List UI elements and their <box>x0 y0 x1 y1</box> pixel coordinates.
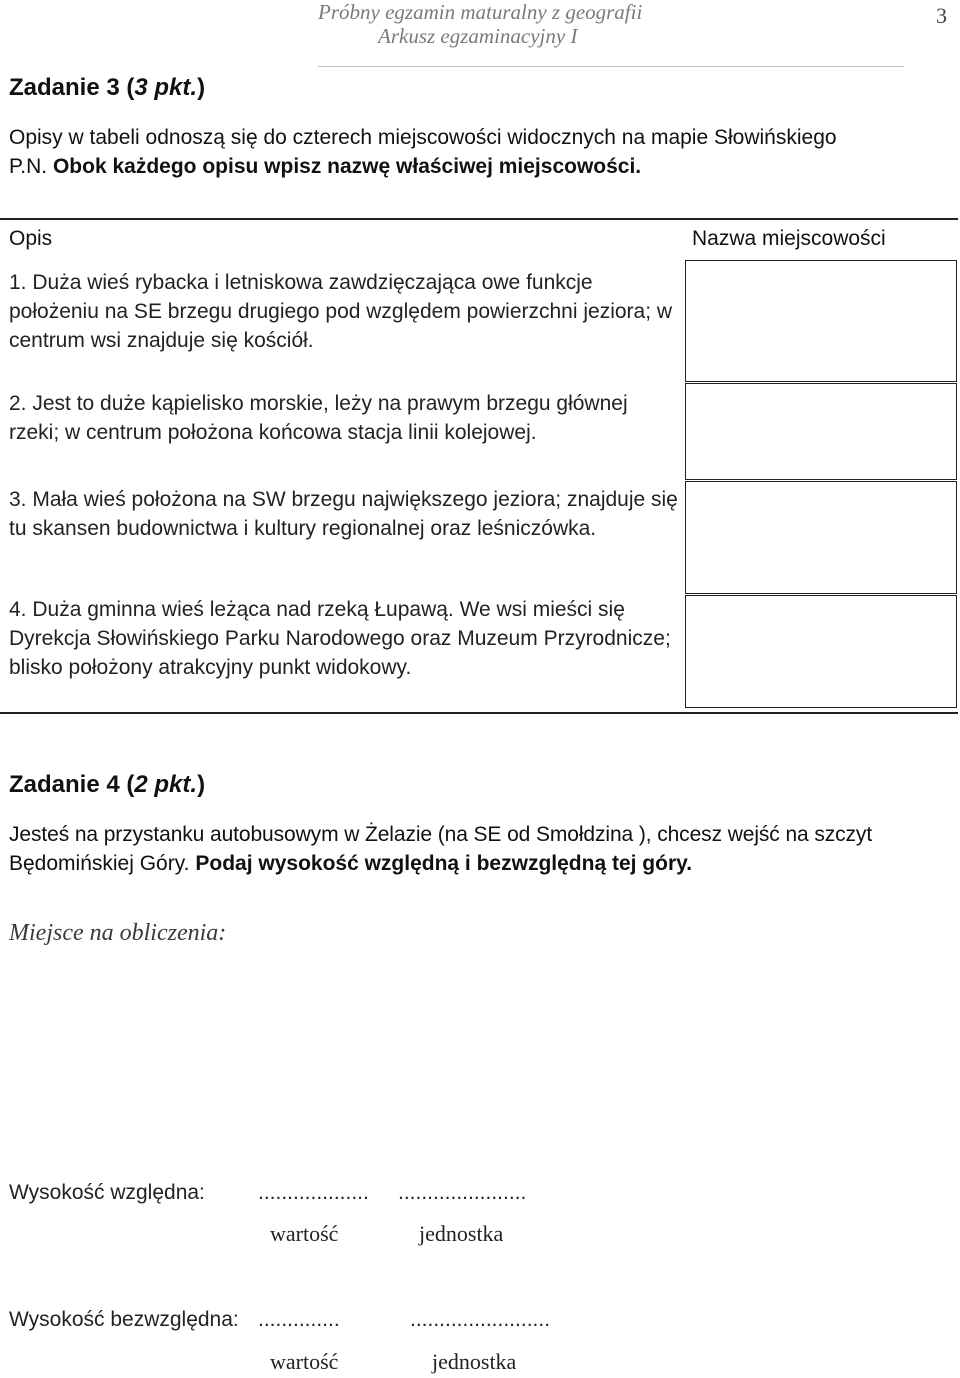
task3-instruction: Obok każdego opisu wpisz nazwę właściwej miejscowości. <box>52 155 642 178</box>
task4-heading-close: ) <box>197 771 206 798</box>
header-sheet-title: Arkusz egzaminacyjny I <box>378 24 578 48</box>
column-header-place-name: Nazwa miejscowości <box>692 227 886 250</box>
task4-intro-line1: Jesteś na przystanku autobusowym w Żelazie (na SE od Smołdzina ), chcesz wejść na szczyt <box>9 823 873 846</box>
header-exam-title: Próbny egzamin maturalny z geografii <box>318 0 643 24</box>
answer-box-4[interactable] <box>685 595 957 708</box>
task3-intro-line2 <box>9 152 641 181</box>
task3-heading-close: ) <box>197 74 206 101</box>
task3-intro-plain: P.N. <box>9 155 53 178</box>
task4-intro-line2 <box>9 849 692 878</box>
table-row-2-description: 2. Jest to duże kąpielisko morskie, leży na prawym brzegu głównej rzeki; w centrum położona końcowa stacja linii kolejowej. <box>9 392 628 444</box>
task4-intro-plain: Będomińskiej Góry. <box>9 852 196 875</box>
answer-box-1[interactable] <box>685 260 957 382</box>
task4-heading-main: Zadanie 4 ( <box>9 771 135 798</box>
relative-height-label: Wysokość względna: <box>9 1181 205 1204</box>
absolute-height-value-field[interactable]: .............. <box>258 1308 340 1331</box>
task3-intro-line1: Opisy w tabeli odnoszą się do czterech miejscowości widocznych na mapie Słowińskiego <box>9 126 837 149</box>
task3-heading <box>9 74 205 102</box>
relative-unit-caption: jednostka <box>419 1221 504 1246</box>
table-row-3-description: 3. Mała wieś położona na SW brzegu największego jeziora; znajduje się tu skansen budownictwa i kultury regionalnej oraz leśniczówka. <box>9 488 678 540</box>
task4-instruction: Podaj wysokość względną i bezwzględną tej góry. <box>195 852 693 875</box>
absolute-height-unit-field[interactable]: ........................ <box>410 1308 551 1331</box>
calculation-area-label: Miejsce na obliczenia: <box>9 920 227 946</box>
header-divider <box>318 66 904 67</box>
table-row-1-description: 1. Duża wieś rybacka i letniskowa zawdzięczająca owe funkcje położeniu na SE brzegu drugiego pod względem powierzchni jeziora; w centrum wsi znajduje się kościół. <box>9 271 673 352</box>
relative-height-value-field[interactable]: ................... <box>258 1181 369 1204</box>
task3-heading-points: 3 pkt. <box>134 74 198 101</box>
calculation-area[interactable] <box>0 960 958 1170</box>
task4-heading <box>9 771 205 799</box>
answer-box-3[interactable] <box>685 481 957 594</box>
absolute-height-label: Wysokość bezwzględna: <box>9 1308 239 1331</box>
task3-heading-main: Zadanie 3 ( <box>9 74 135 101</box>
relative-value-caption: wartość <box>270 1221 339 1246</box>
absolute-value-caption: wartość <box>270 1349 339 1374</box>
relative-height-unit-field[interactable]: ...................... <box>398 1181 527 1204</box>
page-number: 3 <box>936 3 947 28</box>
absolute-unit-caption: jednostka <box>432 1349 517 1374</box>
table-row-4-description: 4. Duża gminna wieś leżąca nad rzeką Łupawą. We wsi mieści się Dyrekcja Słowińskiego Parku Narodowego oraz Muzeum Przyrodnicze; blisko położony atrakcyjny punkt widokowy. <box>9 598 671 679</box>
column-header-description: Opis <box>9 227 53 250</box>
task4-heading-points: 2 pkt. <box>134 771 198 798</box>
answer-box-2[interactable] <box>685 383 957 480</box>
